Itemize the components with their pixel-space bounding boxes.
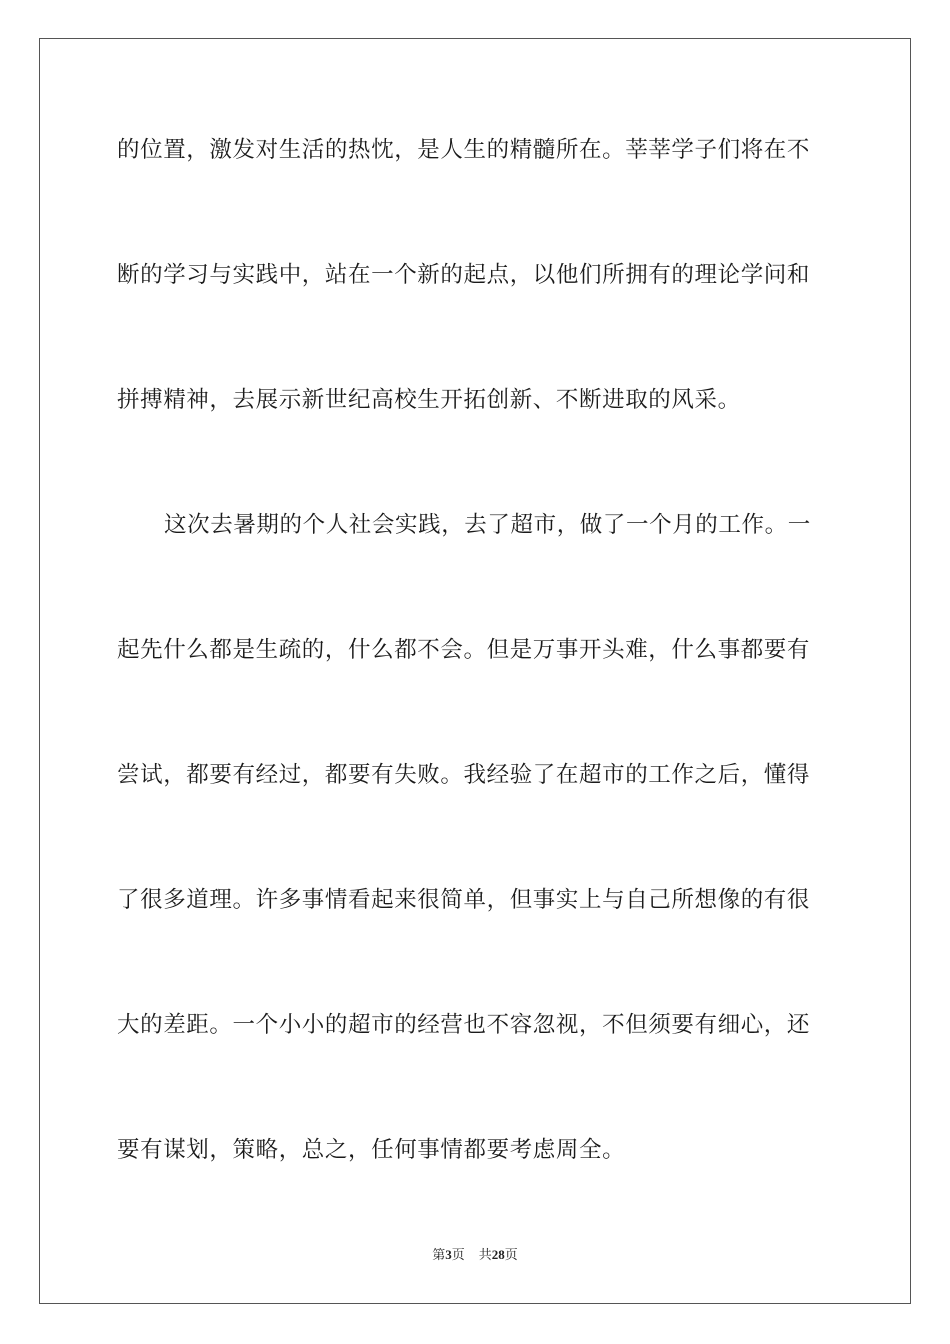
paragraph-first-line: 这次去暑期的个人社会实践，去了超市，做了一个月的工作。一: [164, 512, 811, 538]
text-line-9: 要有谋划，策略，总之，任何事情都要考虑周全。: [117, 1137, 626, 1163]
page-suffix: 页: [451, 1248, 465, 1263]
text-line-6: 尝试，都要有经过，都要有失败。我经验了在超市的工作之后，懂得: [117, 762, 811, 788]
total-prefix: 共: [478, 1248, 492, 1263]
total-pages: 28: [491, 1247, 505, 1262]
page-border: [39, 38, 911, 1304]
page-footer: [0, 1246, 950, 1265]
page-number: 3: [445, 1247, 452, 1262]
text-line-8: 大的差距。一个小小的超市的经营也不容忽视，不但须要有细心，还: [117, 1012, 811, 1038]
text-line-5: 起先什么都是生疏的，什么都不会。但是万事开头难，什么事都要有: [117, 637, 811, 663]
text-line-7: 了很多道理。许多事情看起来很简单，但事实上与自己所想像的有很: [117, 887, 811, 913]
text-line-1: 的位置，激发对生活的热忱，是人生的精髓所在。莘莘学子们将在不: [117, 137, 811, 163]
total-suffix: 页: [504, 1248, 518, 1263]
page-prefix: 第: [432, 1248, 446, 1263]
text-line-3: 拼搏精神，去展示新世纪高校生开拓创新、不断进取的风采。: [117, 387, 741, 413]
text-line-2: 断的学习与实践中，站在一个新的起点，以他们所拥有的理论学问和: [117, 262, 811, 288]
